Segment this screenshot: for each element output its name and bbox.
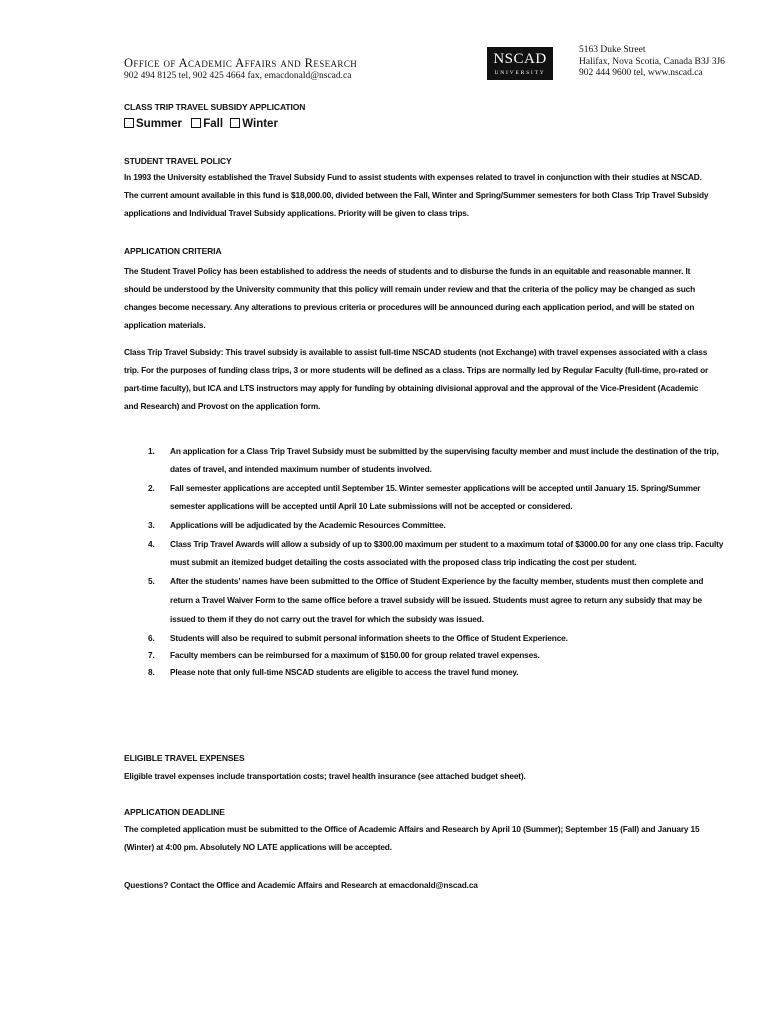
form-title: CLASS TRIP TRAVEL SUBSIDY APPLICATION (124, 102, 306, 112)
questions-text: Questions? Contact the Office and Academic Affairs and Research at emacdonald@nscad.ca (124, 880, 478, 890)
policy-heading: STUDENT TRAVEL POLICY (124, 156, 232, 166)
list-item (124, 572, 724, 629)
list-text: Fall semester applications are accepted until September 15. Winter semester applications will be accepted until January 15. Spring/Summer semester applications will be accepted until April 10 Late submissions will not be accepted or considered. (170, 483, 701, 511)
summer-label: Summer (136, 118, 183, 130)
list-text: Applications will be adjudicated by the Academic Resources Committee. (170, 520, 446, 530)
office-title: Office of Academic Affairs and Research (124, 56, 358, 70)
address-street: 5163 Duke Street (579, 45, 646, 55)
criteria-text: The Student Travel Policy has been established to address the needs of students and to disburse the funds in an equitable and reasonable manner. It should be understood by the University community that this policy will remain under review and that the criteria of the policy may be changed as such changes become necessary. Any alterations to previous criteria or procedures will be announced during each application period, and will be stated on application materials. (124, 266, 696, 330)
list-number: 7. (148, 650, 155, 660)
list-item (124, 442, 724, 478)
list-number: 2. (148, 483, 155, 493)
class-trip-text: Class Trip Travel Subsidy: This travel subsidy is available to assist full-time NSCAD students (not Exchange) with travel expenses associated with a class trip. For the purposes of funding class trips, 3 or more students will be defined as a class. Trips are normally led by Regular Faculty (full-time, pro-rated or part-time faculty), but ICA and LTS instructors may apply for funding by obtaining divisional approval and the approval of the Vice-President (Academic and Research) and Provost on the application form. (124, 347, 709, 411)
list-item (124, 665, 724, 679)
list-number: 3. (148, 520, 155, 530)
expenses-heading: ELIGIBLE TRAVEL EXPENSES (124, 753, 245, 763)
list-text: After the students’ names have been submitted to the Office of Student Experience by the faculty member, students must then complete and return a Travel Waiver Form to the same office before a travel subsidy will be issued. Students must agree to return any subsidy that may be issued to them if they do not carry out the travel for which the subsidy was issued. (170, 576, 704, 624)
nscad-logo (487, 47, 553, 80)
list-item (124, 516, 724, 534)
office-contact: 902 494 8125 tel, 902 425 4664 fax, emacdonald@nscad.ca (124, 71, 352, 81)
office-header (124, 56, 357, 82)
list-text: Faculty members can be reimbursed for a maximum of $150.00 for group related travel expenses. (170, 650, 540, 660)
winter-label: Winter (242, 118, 278, 130)
deadline-text: The completed application must be submitted to the Office of Academic Affairs and Research by April 10 (Summer); September 15 (Fall) and January 15 (Winter) at 4:00 pm. Absolutely NO LATE applications will be accepted. (124, 824, 700, 852)
list-number: 4. (148, 539, 155, 549)
list-item (124, 535, 724, 571)
address-phone: 902 444 9600 tel, www.nscad.ca (579, 68, 703, 78)
term-selector (124, 118, 278, 130)
expenses-text: Eligible travel expenses include transportation costs; travel health insurance (see attached budget sheet). (124, 771, 526, 781)
list-text: Please note that only full-time NSCAD students are eligible to access the travel fund money. (170, 667, 519, 677)
deadline-heading: APPLICATION DEADLINE (124, 807, 225, 817)
list-number: 8. (148, 667, 155, 677)
fall-label: Fall (203, 118, 224, 130)
list-text: Students will also be required to submit personal information sheets to the Office of Student Experience. (170, 633, 568, 643)
criteria-heading: APPLICATION CRITERIA (124, 246, 222, 256)
address-city: Halifax, Nova Scotia, Canada B3J 3J6 (579, 56, 725, 67)
list-number: 6. (148, 633, 155, 643)
list-item (124, 631, 724, 645)
logo-wordmark: NSCAD (493, 51, 547, 67)
policy-text: In 1993 the University established the Travel Subsidy Fund to assist students with expenses related to travel in conjunction with their studies at NSCAD. The current amount available in this fund is $18,000.00, divided between the Fall, Winter and Spring/Summer semesters for both Class Trip Travel Subsidy applications and Individual Travel Subsidy applications. Priority will be given to class trips. (124, 172, 709, 218)
list-item (124, 648, 724, 662)
rules-list (124, 442, 724, 679)
university-address (579, 45, 725, 80)
winter-checkbox[interactable] (230, 118, 240, 128)
list-text: An application for a Class Trip Travel Subsidy must be submitted by the supervising faculty member and must include the destination of the trip, dates of travel, and intended maximum number of students involved. (170, 446, 719, 474)
logo-subtitle: UNIVERSITY (494, 70, 546, 76)
list-item (124, 479, 724, 515)
list-number: 1. (148, 446, 155, 456)
list-number: 5. (148, 576, 155, 586)
fall-checkbox[interactable] (191, 118, 201, 128)
list-text: Class Trip Travel Awards will allow a subsidy of up to $300.00 maximum per student to a maximum total of $3000.00 for any one class trip. Faculty must submit an itemized budget detailing the costs associated with the proposed class trip indicating the cost per student. (170, 539, 724, 567)
summer-checkbox[interactable] (124, 118, 134, 128)
